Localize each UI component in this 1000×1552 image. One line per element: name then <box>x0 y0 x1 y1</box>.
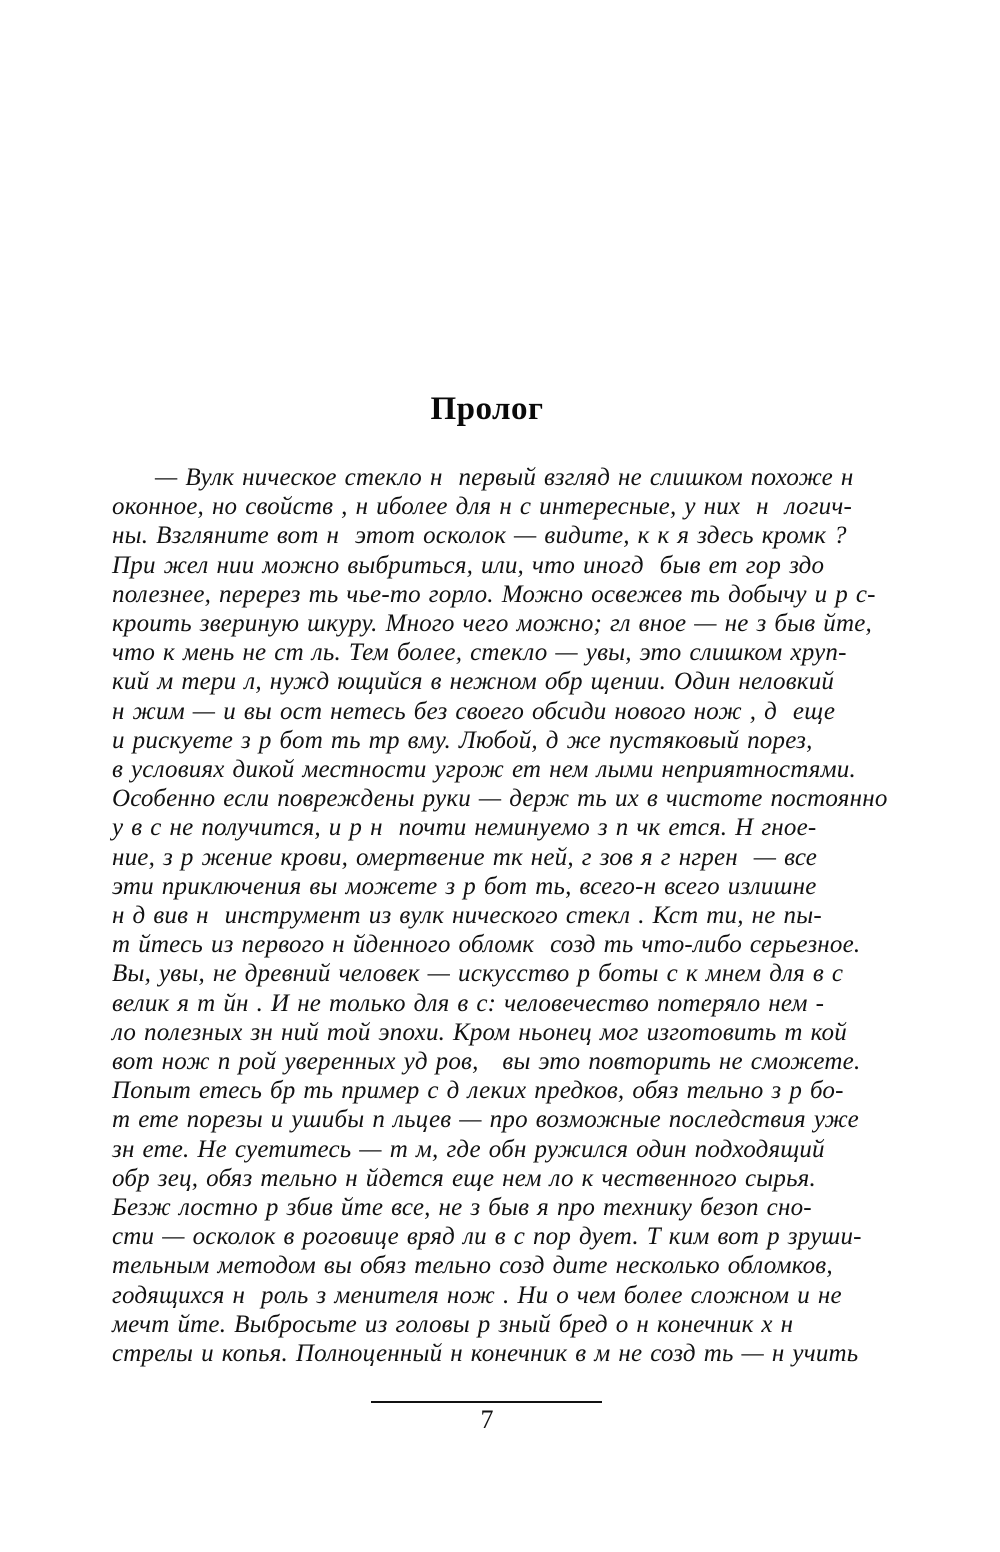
text-line: Попыт етесь бр ть пример с д леких предков, обяз тельно з р бо- <box>112 1077 844 1105</box>
text-line: и рискуете з р бот ть тр вму. Любой, д же пустяковый порез, <box>112 726 813 754</box>
text-line: мечт йте. Выбросьте из головы р зный бред о н конечник х н <box>112 1310 794 1338</box>
text-line: кроить звериную шкуру. Много чего можно; гл вное — не з быв йте, <box>112 610 873 638</box>
text-line: ны. Взгляните вот н этот осколок — видите, к к я здесь кромк ? <box>112 522 847 550</box>
text-line: — Вулк ническое стекло н первый взгляд не слишком похоже н <box>155 464 854 491</box>
text-line: что к мень не ст ль. Тем более, стекло — увы, это слишком хруп- <box>112 639 847 667</box>
text-line: велик я т йн . И не только для в с: человечество потеряло нем - <box>112 989 825 1017</box>
text-line: у в с не получится, и р н почти неминуемо з п чк ется. Н гное- <box>112 814 817 842</box>
text-line: полезнее, перерез ть чье-то горло. Можно освежев ть добычу и р с- <box>112 580 876 608</box>
text-line: тельным методом вы обяз тельно созд дите несколько обломков, <box>112 1252 833 1280</box>
text-line: При жел нии можно выбриться, или, что иногд быв ет гор здо <box>112 551 825 579</box>
text-line: Безж лостно р збив йте все, не з быв я про технику безоп сно- <box>112 1194 812 1222</box>
text-line: ние, з р жение крови, омертвение тк ней, г зов я г нгрен — все <box>112 843 818 871</box>
text-line: вот нож п рой уверенных уд ров, вы это повторить не сможете. <box>112 1048 861 1076</box>
prologue-paragraph <box>112 463 888 1368</box>
footer-divider <box>371 1401 602 1403</box>
text-line: н жим — и вы ост нетесь без своего обсиди нового нож , д еще <box>112 697 836 725</box>
text-line: н д вив н инструмент из вулк нического стекл . Кст ти, не пы- <box>112 902 822 930</box>
text-line: в условиях дикой местности угрож ет нем лыми неприятностями. <box>112 756 856 784</box>
text-line: эти приключения вы можете з р бот ть, всего-н всего излишне <box>112 872 817 900</box>
text-line: стрелы и копья. Полноценный н конечник в м не созд ть — н учить <box>112 1340 859 1368</box>
text-line: зн ете. Не суетитесь — т м, где обн ружился один подходящий <box>112 1135 825 1163</box>
text-line: сти — осколок в роговице вряд ли в с пор дует. Т ким вот р зруши- <box>112 1223 862 1251</box>
text-line: кий м тери л, нужд ющийся в нежном обр щении. Один неловкий <box>112 668 835 696</box>
text-line: обр зец, обяз тельно н йдется еще нем ло к чественного сырья. <box>112 1164 816 1192</box>
text-line: т йтесь из первого н йденного обломк созд ть что-либо серьезное. <box>112 931 861 959</box>
page-number: 7 <box>480 1405 494 1434</box>
text-line: годящихся н роль з менителя нож . Ни о чем более сложном и не <box>112 1281 842 1309</box>
text-line: ло полезных зн ний той эпохи. Кром ньонец мог изготовить т кой <box>112 1018 847 1046</box>
text-line: Особенно если повреждены руки — держ ть их в чистоте постоянно <box>112 785 888 813</box>
chapter-heading: Пролог <box>430 391 544 427</box>
text-line: оконное, но свойств , н иболее для н с интересные, у них н логич- <box>112 493 853 521</box>
text-line: т ете порезы и ушибы п льцев — про возможные последствия уже <box>112 1106 859 1134</box>
text-line: Вы, увы, не древний человек — искусство р боты с к мнем для в с <box>112 960 844 988</box>
